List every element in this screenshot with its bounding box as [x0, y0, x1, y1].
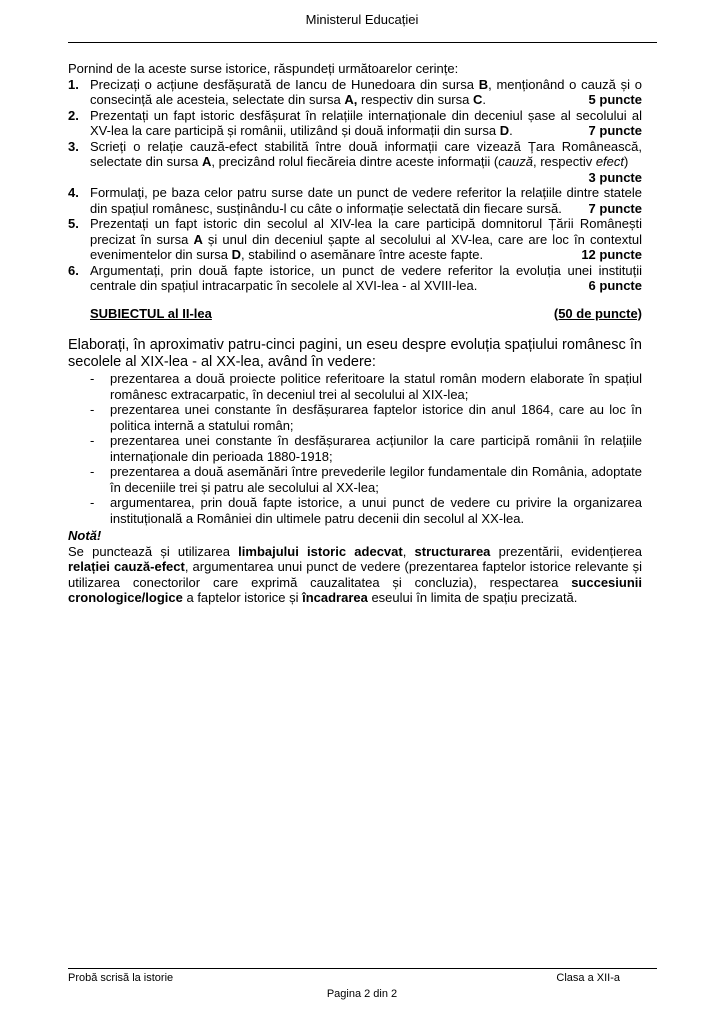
- note-text: Se punctează și utilizarea limbajului istoric adecvat, structurarea prezentării, evidențierea relației cauză-efect, argumentarea unui punct de vedere (prezentarea faptelor istorice relevante și utilizarea conectorilor care exprimă cauzalitatea și concluzia), respectarea succesiunii cronologice/logice a faptelor istorice și încadrarea eseului în limita de spațiu precizată.: [68, 543, 643, 605]
- header-rule: [68, 42, 657, 43]
- requirement-item: - prezentarea a două proiecte politice referitoare la statul român modern elaborate în spațiul românesc extracarpatic, în deceniul trei al secolului al XIX-lea;: [90, 371, 642, 402]
- question-3: 3. Scrieți o relație cauză-efect stabilită între două informații care vizează Țara Românească, selectate din sursa A, precizând rolul fiecăreia dintre aceste informații (cauză, respectiv efect) 3 puncte: [68, 138, 642, 185]
- subject-points: (50 de puncte): [553, 305, 642, 321]
- dash-bullet: -: [90, 371, 95, 386]
- dash-bullet: -: [90, 495, 95, 510]
- page-content: [68, 61, 642, 606]
- page-header: Ministerul Educației: [305, 12, 419, 27]
- requirement-item: - prezentarea unei constante în desfășurarea faptelor istorice din anul 1864, care au loc în politica internă a statului român;: [90, 402, 642, 433]
- footer-subject: Probă scrisă la istorie: [68, 972, 174, 984]
- requirement-item: - prezentarea unei constante în desfășurarea acțiunilor la care participă românii în relațiile internaționale din perioada 1880-1918;: [90, 433, 642, 464]
- question-5: 5. Prezentați un fapt istoric din secolul al XIV-lea la care participă domnitorul Țării Românești precizat în sursa A și unul din deceniul șapte al secolului al XV-lea, care are loc în contextul evenimentelor din sursa D, stabilind o asemănare între aceste fapte. 12 puncte: [68, 216, 642, 262]
- question-points: 12 puncte: [581, 247, 642, 262]
- question-number: 6.: [68, 262, 79, 278]
- question-number: 2.: [68, 107, 79, 123]
- question-6: 6. Argumentați, prin două fapte istorice, un punct de vedere referitor la evoluția unei instituții centrale din spațiul intracarpatic în secolele al XVI-lea - al XVIII-lea. 6 puncte: [68, 262, 642, 293]
- question-number: 4.: [68, 185, 79, 200]
- question-number: 1.: [68, 76, 79, 92]
- question-points: 5 puncte: [588, 92, 642, 107]
- dash-bullet: -: [90, 433, 95, 448]
- question-points: 7 puncte: [588, 200, 642, 216]
- page-number: Pagina 2 din 2: [326, 988, 398, 1000]
- footer-rule: [68, 968, 657, 969]
- question-1: 1. Precizați o acțiune desfășurată de Iancu de Hunedoara din sursa B, menționând o cauză și o consecință ale acesteia, selectate din sursa A, respectiv din sursa C. 5 puncte: [68, 76, 642, 107]
- question-number: 3.: [68, 138, 79, 154]
- requirement-item: - argumentarea, prin două fapte istorice, a unui punct de vedere cu privire la organizarea instituțională a României din ultimele patru decenii din secolul al XX-lea.: [90, 495, 642, 526]
- question-points: 3 puncte: [588, 169, 642, 185]
- requirement-item: - prezentarea a două asemănări între prevederile legilor fundamentale din România, adoptate în deceniile trei și patru ale secolului al XX-lea;: [90, 464, 642, 495]
- footer-class: Clasa a XII-a: [556, 972, 620, 984]
- dash-bullet: -: [90, 402, 95, 417]
- question-number: 5.: [68, 216, 79, 231]
- question-2: 2. Prezentați un fapt istoric desfășurat în relațiile internaționale din deceniul șase al secolului al XV-lea la care participă și românii, utilizând și două informații din sursa D. 7 puncte: [68, 107, 642, 138]
- question-points: 7 puncte: [588, 123, 642, 138]
- note-title: Notă!: [68, 528, 102, 543]
- dash-bullet: -: [90, 464, 95, 479]
- question-4: 4. Formulați, pe baza celor patru surse date un punct de vedere referitor la relațiile dintre statele din spațiul românesc, susținându-l cu câte o informație selectată din fiecare sursă. 7 puncte: [68, 185, 642, 216]
- subject-title: SUBIECTUL al II-lea: [90, 305, 212, 321]
- intro-text: Pornind de la aceste surse istorice, răspundeți următoarelor cerințe:: [68, 61, 459, 76]
- subject-heading: [68, 306, 642, 322]
- question-points: 6 puncte: [588, 278, 642, 293]
- essay-intro: Elaborați, în aproximativ patru-cinci pagini, un eseu despre evoluția spațiului românesc în secolele al XIX-lea - al XX-lea, având în vedere:: [68, 337, 642, 370]
